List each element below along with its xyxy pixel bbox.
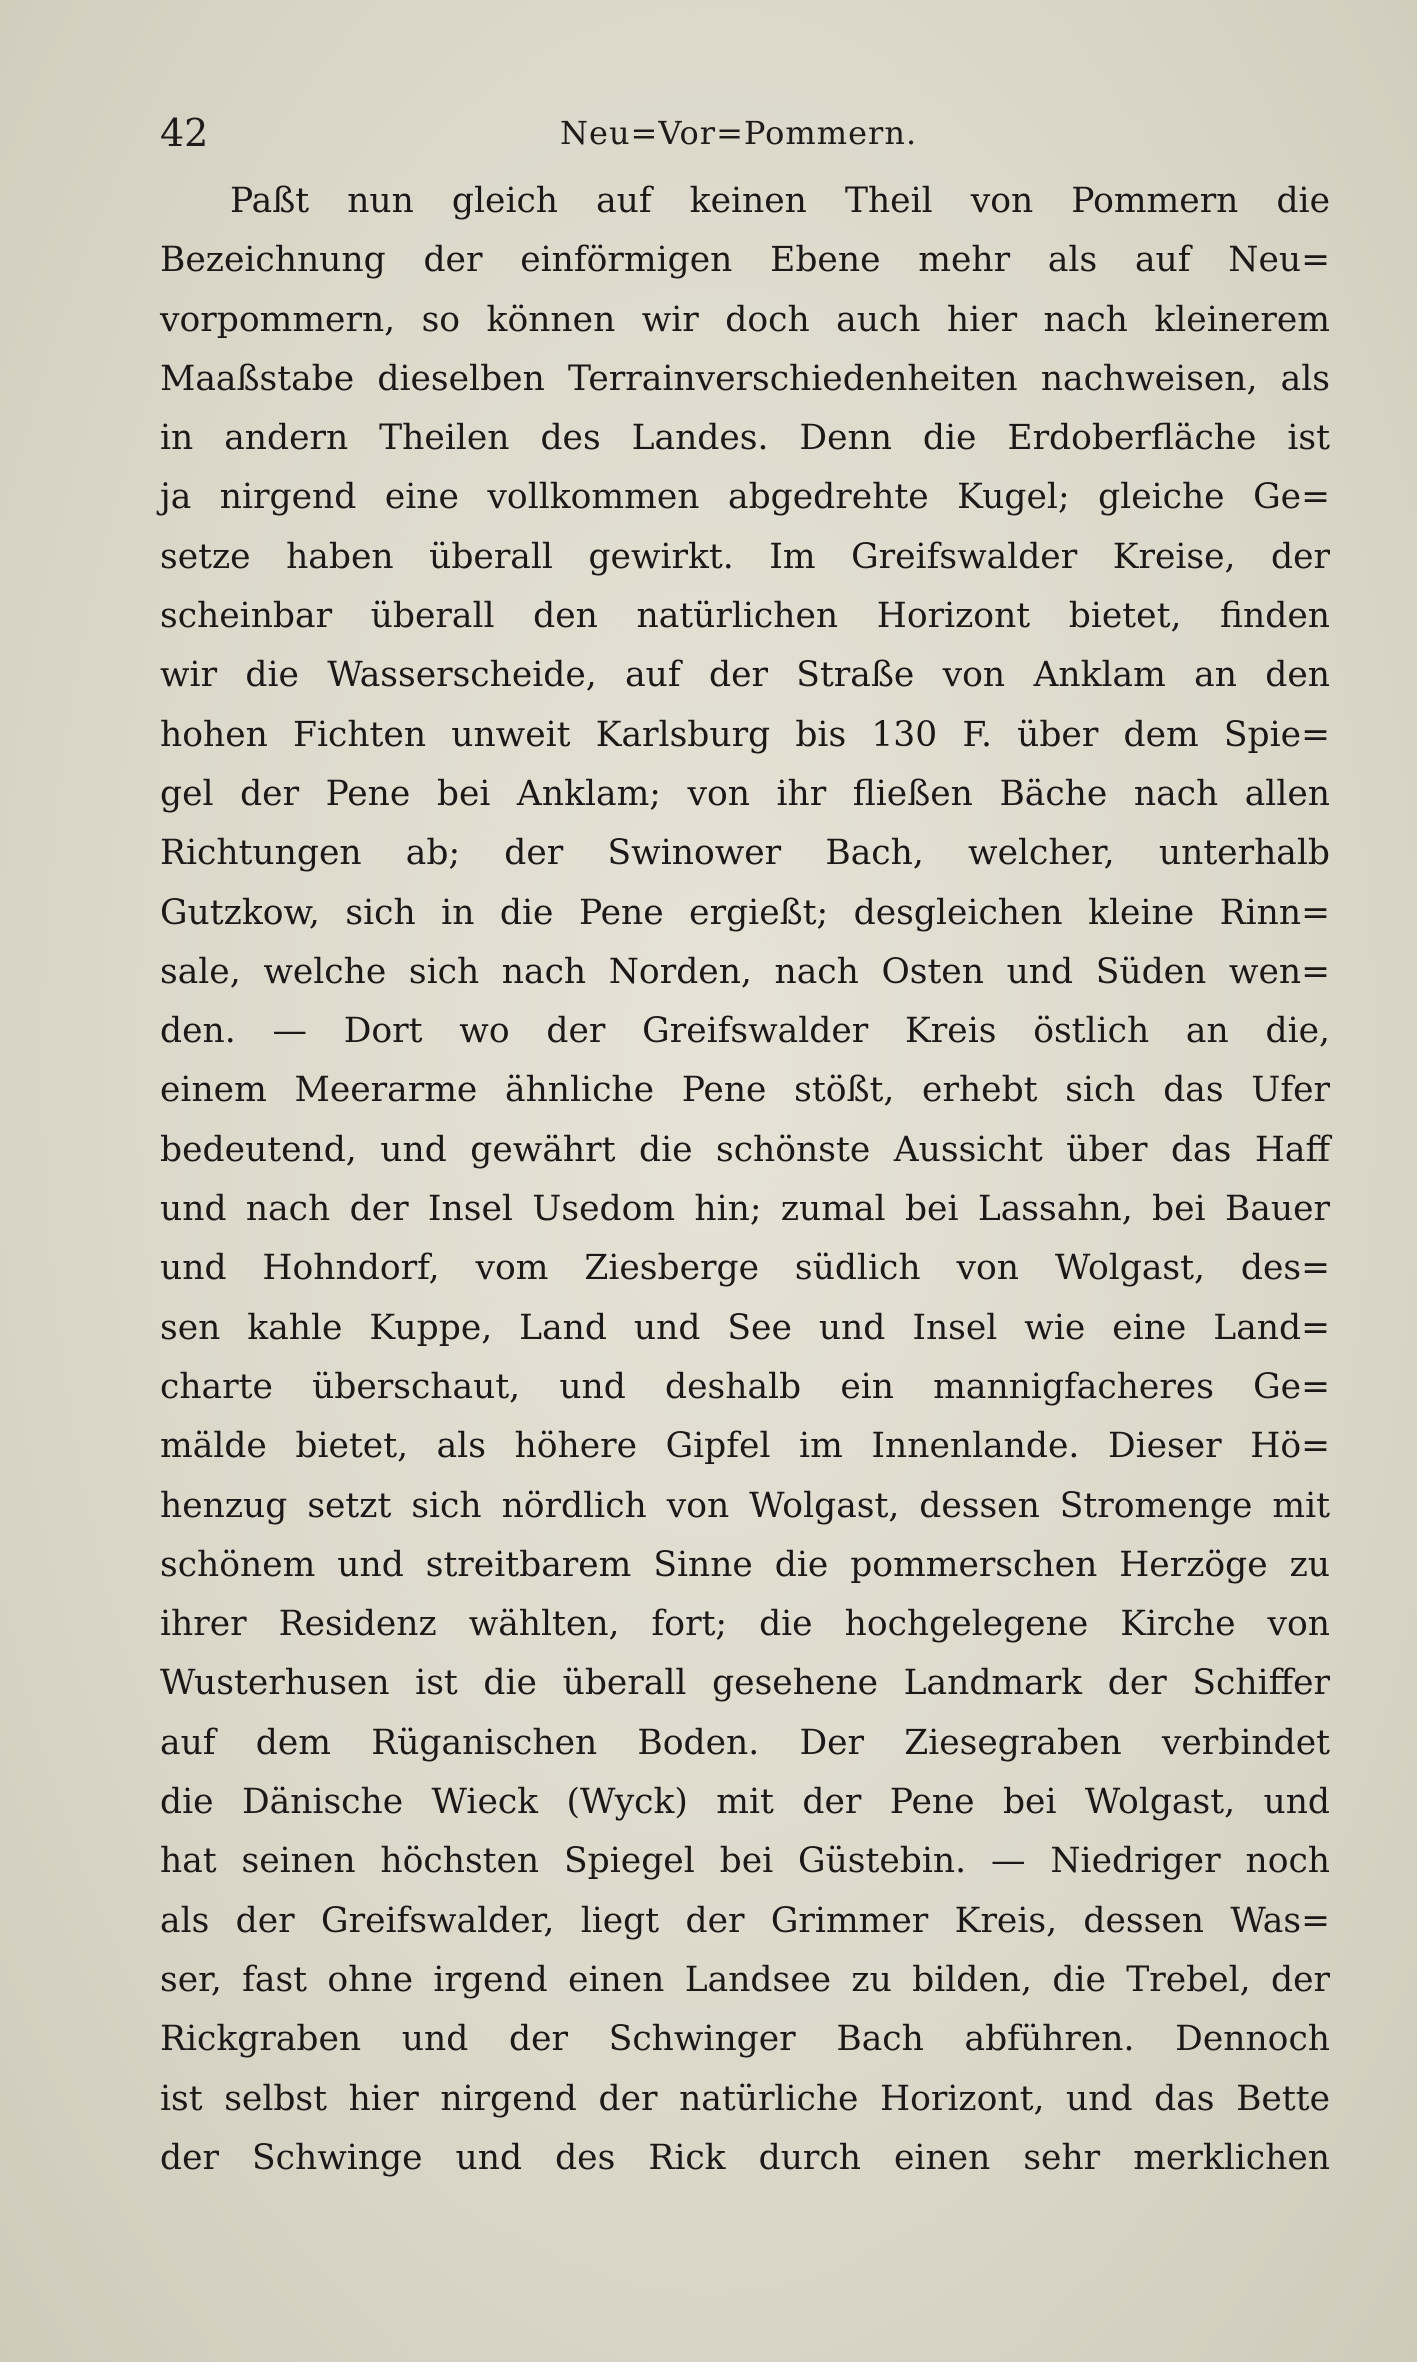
text-line: der Schwinge und des Rick durch einen sehr merklichen (160, 2137, 1330, 2178)
text-line: ja nirgend eine vollkommen abgedrehte Kugel; gleiche Ge= (160, 477, 1330, 518)
text-line: Maaßstabe dieselben Terrainverschiedenheiten nachweisen, als (160, 358, 1330, 399)
text-line: einem Meerarme ähnliche Pene stößt, erhebt sich das Ufer (160, 1070, 1330, 1111)
text-line: hohen Fichten unweit Karlsburg bis 130 F. über dem Spie= (160, 714, 1330, 755)
text-line: Wusterhusen ist die überall gesehene Landmark der Schiffer (160, 1663, 1330, 1704)
text-line: henzug setzt sich nördlich von Wolgast, dessen Stromenge mit (160, 1485, 1330, 1526)
text-line: als der Greifswalder, liegt der Grimmer Kreis, dessen Was= (160, 1900, 1330, 1941)
text-line: Rickgraben und der Schwinger Bach abführen. Dennoch (160, 2019, 1330, 2060)
text-line: charte überschaut, und deshalb ein mannigfacheres Ge= (160, 1366, 1330, 1407)
body-text (160, 172, 1330, 2188)
page-number: 42 (160, 111, 209, 155)
running-head (160, 108, 1260, 158)
text-line: sale, welche sich nach Norden, nach Osten und Süden wen= (160, 951, 1330, 992)
text-line: ihrer Residenz wählten, fort; die hochgelegene Kirche von (160, 1604, 1330, 1645)
text-line: vorpommern, so können wir doch auch hier nach kleinerem (160, 299, 1330, 340)
text-line: gel der Pene bei Anklam; von ihr fließen Bäche nach allen (160, 773, 1330, 814)
text-line: ist selbst hier nirgend der natürliche Horizont, und das Bette (160, 2078, 1330, 2119)
text-line: und Hohndorf, vom Ziesberge südlich von Wolgast, des= (160, 1248, 1330, 1289)
text-line: auf dem Rüganischen Boden. Der Ziesegraben verbindet (160, 1722, 1330, 1763)
text-line: ser, fast ohne irgend einen Landsee zu bilden, die Trebel, der (160, 1959, 1330, 2000)
running-title: Neu=Vor=Pommern. (560, 114, 918, 152)
text-line: und nach der Insel Usedom hin; zumal bei Lassahn, bei Bauer (160, 1189, 1330, 1230)
text-line: setze haben überall gewirkt. Im Greifswalder Kreise, der (160, 536, 1330, 577)
text-line: den. — Dort wo der Greifswalder Kreis östlich an die, (160, 1011, 1330, 1052)
text-line: schönem und streitbarem Sinne die pommerschen Herzöge zu (160, 1544, 1330, 1585)
text-line: Gutzkow, sich in die Pene ergießt; desgleichen kleine Rinn= (160, 892, 1330, 933)
text-line: Richtungen ab; der Swinower Bach, welcher, unterhalb (160, 833, 1330, 874)
text-line: bedeutend, und gewährt die schönste Aussicht über das Haff (160, 1129, 1330, 1170)
text-line: die Dänische Wieck (Wyck) mit der Pene bei Wolgast, und (160, 1782, 1330, 1823)
text-line: scheinbar überall den natürlichen Horizont bietet, finden (160, 596, 1330, 637)
text-line: Paßt nun gleich auf keinen Theil von Pommern die (230, 181, 1330, 221)
text-line: Bezeichnung der einförmigen Ebene mehr als auf Neu= (160, 240, 1330, 281)
text-line: wir die Wasserscheide, auf der Straße von Anklam an den (160, 655, 1330, 696)
text-line: in andern Theilen des Landes. Denn die Erdoberfläche ist (160, 418, 1330, 459)
text-line: hat seinen höchsten Spiegel bei Güstebin. — Niedriger noch (160, 1841, 1330, 1882)
text-line: sen kahle Kuppe, Land und See und Insel wie eine Land= (160, 1307, 1330, 1348)
text-line: mälde bietet, als höhere Gipfel im Innenlande. Dieser Hö= (160, 1426, 1330, 1467)
